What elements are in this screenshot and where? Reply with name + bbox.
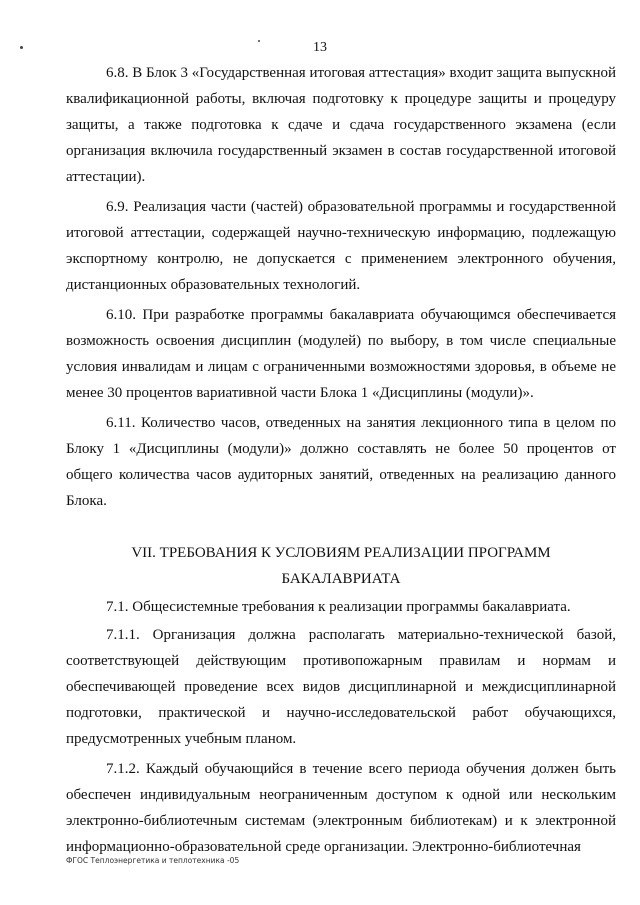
paragraph-7-1-1: 7.1.1. Организация должна располагать материально-технической базой, соответствующей действующим противопожарным правилам и нормам и обеспечивающей проведение всех видов дисциплинарной и междисциплинарной подготовки, практической и научно-исследовательской работ обучающихся, предусмотренных учебным планом. [66, 627, 616, 747]
paragraph-6-8: 6.8. В Блок 3 «Государственная итоговая аттестация» входит защита выпускной квалификационной работы, включая подготовку к процедуре защиты и процедуру защиты, а также подготовка к сдаче и сдача государственного экзамена (если организация включила государственный экзамен в состав государственной итоговой аттестации). [66, 65, 617, 185]
paragraph-7-1: 7.1. Общесистемные требования к реализации программы бакалавриата. [106, 599, 571, 615]
section-heading-line-2: БАКАЛАВРИАТА [281, 571, 401, 587]
document-footer: ФГОС Теплоэнергетика и теплотехника -05 [66, 856, 240, 865]
paragraph-6-9: 6.9. Реализация части (частей) образовательной программы и государственной итоговой аттестации, содержащей научно-техническую информацию, подлежащую экспортному контролю, не допускается с применением электронного обучения, дистанционных образовательных технологий. [66, 199, 616, 293]
paragraph-6-11: 6.11. Количество часов, отведенных на занятия лекционного типа в целом по Блоку 1 «Дисциплины (модули)» должно составлять не более 50 процентов от общего количества часов аудиторных занятий, отведенных на реализацию данного Блока. [66, 415, 616, 509]
page-number: 13 [313, 40, 327, 55]
paragraph-7-1-2: 7.1.2. Каждый обучающийся в течение всего периода обучения должен быть обеспечен индивидуальным неограниченным доступом к одной или нескольким электронно-библиотечным системам (электронным библиотекам) и к электронной информационно-образовательной среде организации. Электронно-библиотечная [66, 761, 616, 855]
section-heading-line-1: VII. ТРЕБОВАНИЯ К УСЛОВИЯМ РЕАЛИЗАЦИИ ПРОГРАММ [131, 545, 551, 561]
document-body [66, 60, 616, 864]
paragraph-6-10: 6.10. При разработке программы бакалавриата обучающимся обеспечивается возможность освоения дисциплин (модулей) по выбору, в том числе специальные условия инвалидам и лицам с ограниченными возможностями здоровья, в объеме не менее 30 процентов вариативной части Блока 1 «Дисциплины (модули)». [66, 307, 616, 401]
